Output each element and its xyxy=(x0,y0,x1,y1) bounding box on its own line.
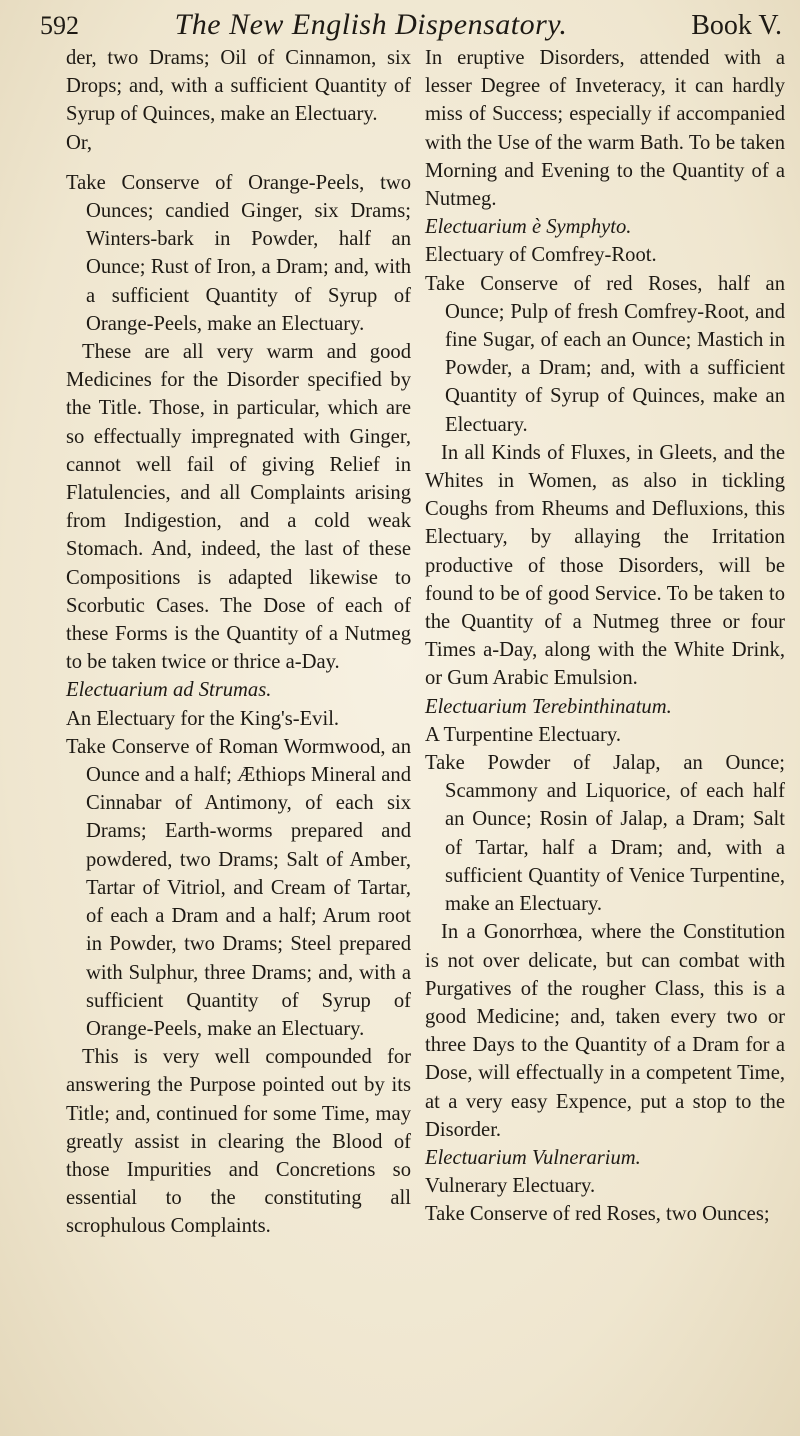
paragraph: der, two Drams; Oil of Cinnamon, six Drops; and, with a sufficient Quantity of Syrup of Quinces, make an Electuary. xyxy=(66,47,411,126)
section-subtitle: An Electuary for the King's-Evil. xyxy=(66,707,340,730)
section-title: Electuarium è Symphyto. xyxy=(425,216,632,239)
right-column xyxy=(425,44,785,1229)
left-column xyxy=(66,44,411,1241)
section-title: Electuarium Vulnerarium. xyxy=(425,1146,641,1169)
book-label: Book V. xyxy=(691,10,782,41)
section-subtitle: Electuary of Comfrey-Root. xyxy=(425,244,657,267)
section-title: Electuarium Terebinthinatum. xyxy=(425,695,672,718)
running-title: The New English Dispensatory. xyxy=(174,8,568,41)
section-subtitle: Vulnerary Electuary. xyxy=(425,1175,596,1198)
recipe-paragraph: Take Conserve of Roman Wormwood, an Ounce and a half; Æthiops Mineral and Cinnabar of Antimony, of each six Drams; Earth-worms prepared and powdered, two Drams; Salt of Amber, Tartar of Vitriol, and Cream of Tartar, of each a Dram and a half; Arum root in Powder, two Drams; Steel prepared with Sulphur, three Drams; and, with a sufficient Quantity of Syrup of Orange-Peels, make an Electuary. xyxy=(66,735,411,1040)
recipe-paragraph: Take Powder of Jalap, an Ounce; Scammony and Liquorice, of each half an Ounce; Rosin of Jalap, a Dram; Salt of Tartar, half a Dram; and, with a sufficient Quantity of Venice Turpentine, make an Electuary. xyxy=(425,752,785,916)
recipe-paragraph: Take Conserve of red Roses, half an Ounce; Pulp of fresh Comfrey-Root, and fine Sugar, of each an Ounce; Mastich in Powder, a Dram; and, with a sufficient Quantity of Syrup of Quinces, make an Electuary. xyxy=(425,272,785,436)
recipe-paragraph: Take Conserve of Orange-Peels, two Ounces; candied Ginger, six Drams; Winters-bark in Powder, half an Ounce; Rust of Iron, a Dram; and, with a sufficient Quantity of Syrup of Orange-Peels, make an Electuary. xyxy=(66,171,411,335)
recipe-paragraph: Take Conserve of red Roses, two Ounces; xyxy=(425,1203,770,1226)
page-number: 592 xyxy=(40,11,79,40)
section-title: Electuarium ad Strumas. xyxy=(66,679,272,702)
paragraph: In all Kinds of Fluxes, in Gleets, and the Whites in Women, as also in tickling Coughs from Rheums and Defluxions, this Electuary, by allaying the Irritation productive of those Disorders, will be found to be of good Service. To be taken to the Quantity of a Nutmeg three or four Times a-Day, along with the White Drink, or Gum Arabic Emulsion. xyxy=(425,441,785,690)
paragraph-or: Or, xyxy=(66,131,93,154)
paragraph: These are all very warm and good Medicines for the Disorder specified by the Title. Those, in particular, which are so effectually impregnated with Ginger, cannot well fail of giving Relief in Flatulencies, and all Complaints arising from Indigestion, and a cold weak Stomach. And, indeed, the last of these Compositions is adapted likewise to Scorbutic Cases. The Dose of each of these Forms is the Quantity of a Nutmeg to be taken twice or thrice a-Day. xyxy=(66,341,411,674)
paragraph: This is very well compounded for answering the Purpose pointed out by its Title; and, continued for some Time, may greatly assist in clearing the Blood of those Impurities and Concretions so essential to the constituting all scrophulous Complaints. xyxy=(66,1046,411,1238)
paragraph: In eruptive Disorders, attended with a lesser Degree of Inveteracy, it can hardly miss of Success; especially if accompanied with the Use of the warm Bath. To be taken Morning and Evening to the Quantity of a Nutmeg. xyxy=(425,47,785,211)
paragraph: In a Gonorrhœa, where the Constitution is not over delicate, but can combat with Purgatives of the rougher Class, this is a good Medicine; and, taken every two or three Days to the Quantity of a Dram for a Dose, will effectually in a competent Time, at a very easy Expence, put a stop to the Disorder. xyxy=(425,921,785,1141)
section-subtitle: A Turpentine Electuary. xyxy=(425,723,621,746)
